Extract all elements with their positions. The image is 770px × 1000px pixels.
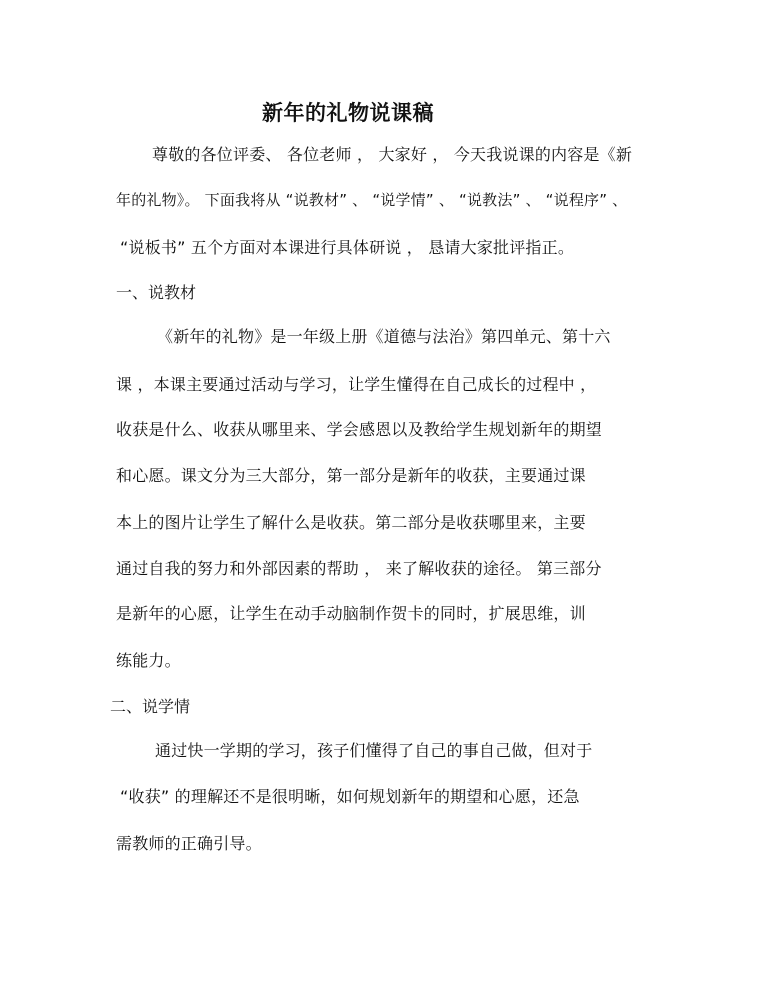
section2-line-2: “收获” 的理解还不是很明晰，如何规划新年的期望和心愿，还急: [120, 787, 580, 806]
document-title: 新年的礼物说课稿: [262, 101, 434, 125]
section1-line-7: 是新年的心愿，让学生在动手动脑制作贺卡的同时，扩展思维，训: [116, 604, 586, 623]
section2-line-3: 需教师的正确引导。: [116, 834, 262, 853]
section1-heading: 一、说教材: [116, 283, 197, 302]
section1-line-8: 练能力。: [116, 651, 181, 670]
section1-line-2: 课 ，本课主要通过活动与学习，让学生懂得在自己成长的过程中 ，: [116, 375, 597, 394]
section2-line-1: 通过快一学期的学习，孩子们懂得了自己的事自己做，但对于: [155, 741, 593, 760]
section1-line-6: 通过自我的努力和外部因素的帮助 ， 来了解收获的途径。 第三部分: [116, 559, 602, 578]
intro-line-2: 年的礼物》。 下面我将从 “说教材” 、 “说学情” 、 “说教法” 、 “说程序” 、: [116, 191, 628, 209]
intro-line-3: “说板书” 五个方面对本课进行具体研说 ， 恳请大家批评指正。: [120, 238, 575, 257]
section1-line-4: 和心愿。课文分为三大部分，第一部分是新年的收获，主要通过课: [116, 466, 586, 485]
section1-line-5: 本上的图片让学生了解什么是收获。第二部分是收获哪里来，主要: [116, 513, 586, 532]
intro-line-1: 尊敬的各位评委、 各位老师 ， 大家好 ， 今天我说课的内容是《新: [152, 145, 633, 164]
section1-line-3: 收获是什么、收获从哪里来、学会感恩以及教给学生规划新年的期望: [116, 420, 603, 439]
section2-heading: 二、说学情: [110, 697, 191, 716]
section1-line-1: 《新年的礼物》是一年级上册《道德与法治》第四单元、第十六: [157, 327, 611, 346]
